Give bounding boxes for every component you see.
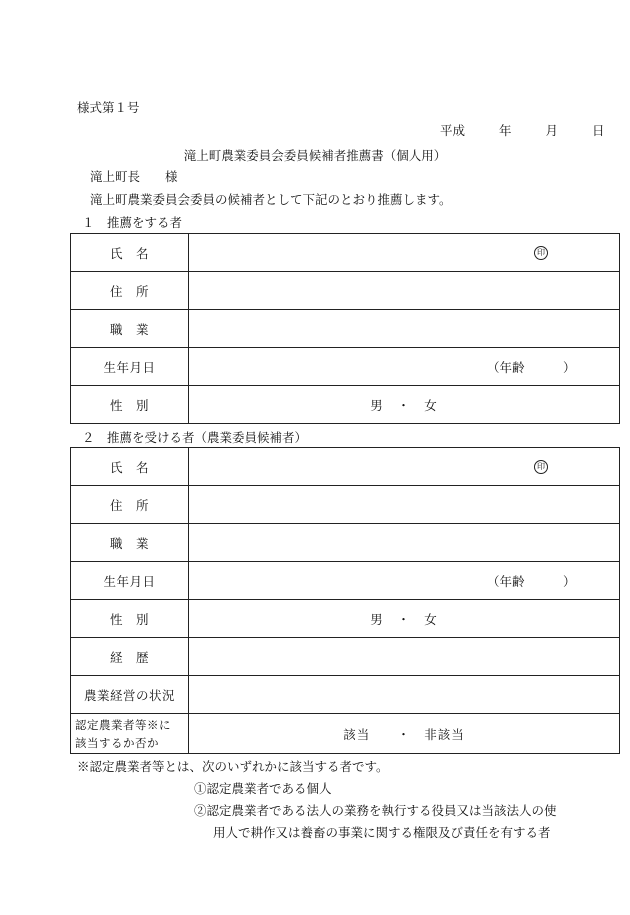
age-close: ）: [563, 573, 576, 589]
table-row: [71, 234, 620, 272]
name-field[interactable]: [189, 234, 620, 272]
table-row: [71, 386, 620, 424]
certified-label: [71, 714, 189, 754]
table-row: [71, 524, 620, 562]
name-label: 氏 名: [71, 234, 189, 272]
gender-label: 性 別: [71, 600, 189, 638]
seal-mark-icon: 印: [534, 460, 548, 474]
occupation-field[interactable]: [189, 310, 620, 348]
candidate-table: [70, 447, 620, 754]
farm-status-label: 農業経営の状況: [71, 676, 189, 714]
intro-text: 滝上町農業委員会委員の候補者として下記のとおり推薦します。: [90, 192, 452, 207]
occupation-label: 職 業: [71, 524, 189, 562]
note-line-2: ①認定農業者である個人: [194, 781, 332, 796]
birthdate-field[interactable]: [189, 562, 620, 600]
age-open: （年齢: [487, 359, 525, 375]
date-era: 平成: [440, 123, 466, 138]
certified-label-line2: 該当するか否か: [75, 735, 159, 750]
table-row: [71, 448, 620, 486]
age-close: ）: [563, 359, 576, 375]
date-month: 月: [545, 123, 558, 138]
date-line: [440, 121, 604, 139]
note-line-4: 用人で耕作又は養畜の事業に関する権限及び責任を有する者: [213, 825, 551, 840]
date-day: 日: [591, 123, 605, 138]
career-field[interactable]: [189, 638, 620, 676]
gender-options[interactable]: 男 ・ 女: [189, 386, 620, 424]
address-field[interactable]: [189, 272, 620, 310]
certified-options[interactable]: 該当 ・ 非該当: [189, 714, 620, 754]
table-row: [71, 486, 620, 524]
addressee: 滝上町長 様: [90, 169, 178, 184]
occupation-label: 職 業: [71, 310, 189, 348]
name-label: 氏 名: [71, 448, 189, 486]
date-year: 年: [498, 123, 512, 138]
table-row: [71, 600, 620, 638]
certified-label-line1: 認定農業者等※に: [75, 717, 171, 732]
birthdate-label: 生年月日: [71, 348, 189, 386]
career-label: 経 歴: [71, 638, 189, 676]
gender-label: 性 別: [71, 386, 189, 424]
form-number: 様式第１号: [77, 100, 140, 115]
farm-status-field[interactable]: [189, 676, 620, 714]
seal-mark-icon: 印: [534, 246, 548, 260]
gender-options[interactable]: 男 ・ 女: [189, 600, 620, 638]
document-title: 滝上町農業委員会委員候補者推薦書（個人用）: [183, 148, 447, 163]
birthdate-label: 生年月日: [71, 562, 189, 600]
name-field[interactable]: [189, 448, 620, 486]
table-row: [71, 638, 620, 676]
table-row: [71, 676, 620, 714]
section1-heading: １ 推薦をする者: [82, 215, 183, 230]
address-label: 住 所: [71, 272, 189, 310]
address-field[interactable]: [189, 486, 620, 524]
note-line-3: ②認定農業者である法人の業務を執行する役員又は当該法人の使: [194, 803, 557, 818]
note-line-1: ※認定農業者等とは、次のいずれかに該当する者です。: [77, 759, 389, 774]
age-open: （年齢: [487, 573, 525, 589]
birthdate-field[interactable]: [189, 348, 620, 386]
recommender-table: [70, 233, 620, 424]
address-label: 住 所: [71, 486, 189, 524]
occupation-field[interactable]: [189, 524, 620, 562]
section2-heading: ２ 推薦を受ける者（農業委員候補者）: [82, 430, 308, 445]
table-row: [71, 348, 620, 386]
table-row: [71, 272, 620, 310]
table-row: [71, 714, 620, 754]
table-row: [71, 562, 620, 600]
table-row: [71, 310, 620, 348]
